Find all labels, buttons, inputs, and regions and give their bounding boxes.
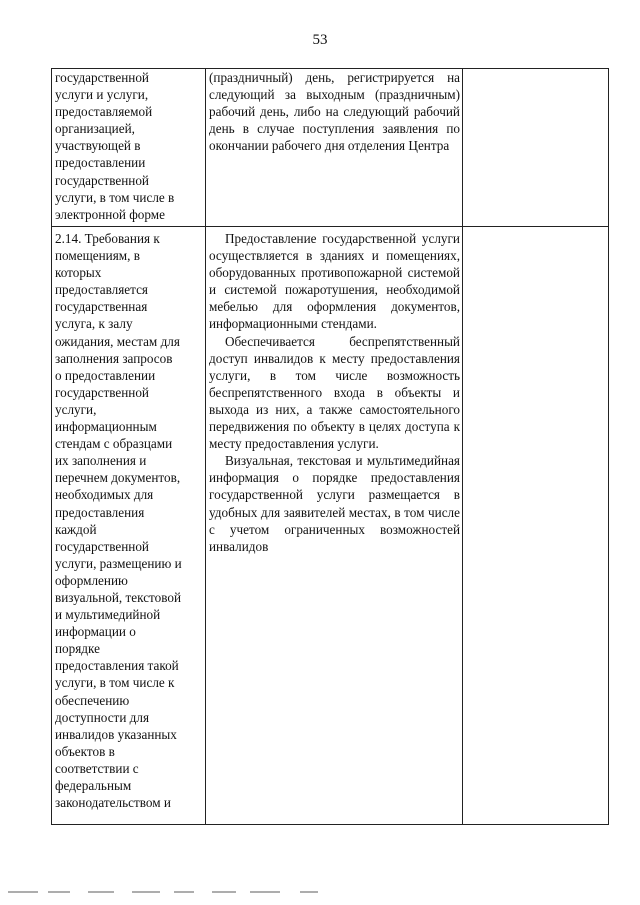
scan-artifact (0, 891, 640, 897)
requirement-line: услуги, размещению и (55, 555, 182, 571)
requirement-line: доступности для (55, 709, 150, 725)
requirement-line: государственной (55, 70, 149, 85)
requirement-line: предоставляется (55, 282, 148, 298)
requirement-line: услуги, в том числе к (55, 675, 175, 691)
requirement-cell (52, 227, 206, 825)
requirement-text (55, 230, 203, 811)
page-number: 53 (312, 32, 328, 48)
content-paragraph: Визуальная, текстовая и мультимедийная информация о порядке предоставления государственной услуги размещается в удобных для заявителей местах, в том числе с учетом ограниченных возможностей инвалидов (209, 453, 460, 554)
content-paragraph: Обеспечивается беспрепятственный доступ инвалидов к месту предоставления услуги, в том числе возможность беспрепятственного входа в объекты и выхода из них, а также самостоятельного передвижения по объекту в целях доступа к месту предоставления услуги. (209, 333, 460, 452)
requirement-line: ожидания, местам для (55, 333, 180, 349)
requirement-line: перечнем документов, (55, 470, 181, 486)
requirement-line: оформлению (55, 572, 128, 588)
requirement-line: которых (55, 265, 102, 281)
requirement-line: предоставления (55, 504, 145, 520)
requirement-line: соответствии с (55, 760, 139, 776)
content-text (209, 230, 460, 555)
requirement-line: услуга, к залу (55, 316, 133, 332)
requirement-line: предоставления такой (55, 658, 179, 674)
requirement-line: 2.14. Требования к (55, 231, 160, 246)
requirement-line: необходимых для (55, 487, 154, 503)
requirement-text (55, 69, 203, 223)
content-paragraph: (праздничный) день, регистрируется на следующий за выходным (праздничным) рабочий день, либо на следующий рабочий день в случае поступления заявления по окончании рабочего дня отделения Центра (209, 70, 460, 154)
requirement-line: инвалидов указанных (55, 726, 177, 742)
requirement-line: предоставляемой (55, 104, 153, 120)
requirement-line: электронной форме (55, 206, 165, 222)
requirement-line: о предоставлении (55, 367, 156, 383)
requirement-cell (52, 69, 206, 227)
table-row (52, 69, 609, 227)
requirement-line: услуги, (55, 401, 97, 417)
requirement-line: объектов в (55, 743, 115, 759)
requirement-line: помещениям, в (55, 248, 140, 264)
note-cell (463, 69, 609, 227)
requirement-line: государственной (55, 384, 149, 400)
requirement-line: порядке (55, 641, 100, 657)
requirement-line: услуги, в том числе в (55, 189, 175, 205)
requirement-line: каждой (55, 521, 97, 537)
requirement-line: заполнения запросов (55, 350, 173, 366)
requirement-line: государственная (55, 299, 148, 315)
requirement-line: их заполнения и (55, 453, 147, 469)
requirement-line: стендам с образцами (55, 436, 173, 452)
requirement-line: информационным (55, 419, 157, 435)
content-paragraph: Предоставление государственной услуги осуществляется в зданиях и помещениях, оборудованных противопожарной системой и системой пожаротушения, необходимой мебелью для оформления документов, информационными стендами. (209, 231, 460, 332)
table-row (52, 227, 609, 825)
note-cell (463, 227, 609, 825)
requirement-line: обеспечению (55, 692, 130, 708)
requirement-line: законодательством и (55, 795, 171, 811)
requirement-line: государственной (55, 172, 149, 188)
requirement-line: визуальной, текстовой (55, 589, 182, 605)
requirement-line: участвующей в (55, 138, 141, 154)
requirement-line: услуги и услуги, (55, 87, 149, 103)
regulation-table (51, 68, 609, 825)
requirement-line: федеральным (55, 778, 132, 793)
requirement-line: информации о (55, 624, 136, 640)
requirement-line: предоставлении (55, 155, 146, 171)
content-cell (206, 227, 463, 825)
requirement-line: организацией, (55, 121, 135, 137)
requirement-line: и мультимедийной (55, 607, 161, 623)
requirement-line: государственной (55, 538, 149, 554)
content-cell (206, 69, 463, 227)
content-text (209, 69, 460, 154)
